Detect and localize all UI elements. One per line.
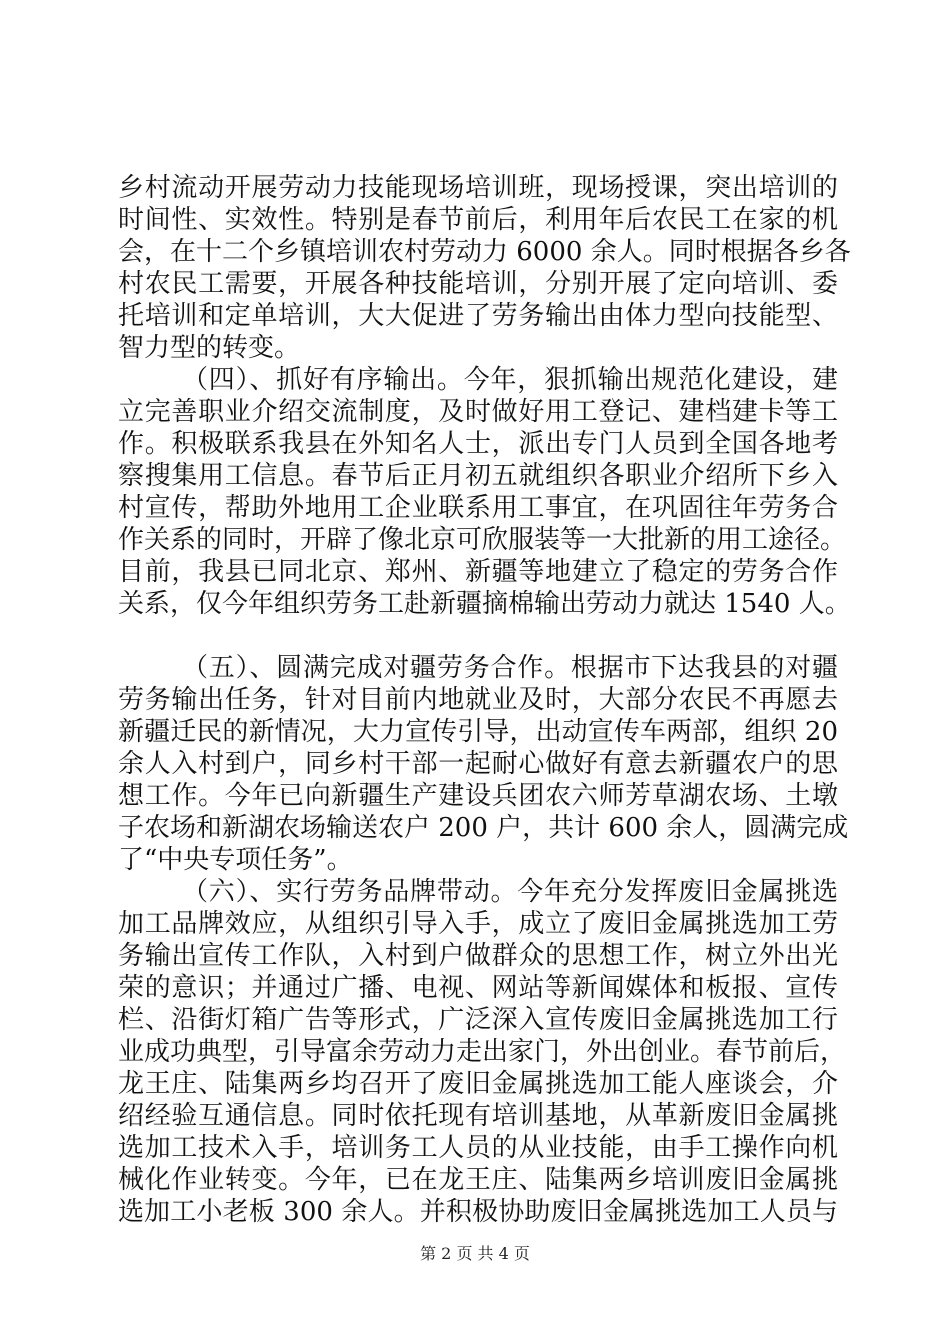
page-footer: 第 2 页 共 4 页 bbox=[420, 1244, 530, 1263]
text-line: 时间性、实效性。特别是春节前后，利用年后农民工在家的机 bbox=[118, 205, 838, 235]
text-line: 乡村流动开展劳动力技能现场培训班，现场授课，突出培训的 bbox=[118, 173, 838, 203]
text-line: 村宣传，帮助外地用工企业联系用工事宜，在巩固往年劳务合 bbox=[118, 493, 838, 523]
text-line: 目前，我县已同北京、郑州、新疆等地建立了稳定的劳务合作 bbox=[118, 557, 838, 587]
text-line: 子农场和新湖农场输送农户 200 户，共计 600 余人，圆满完成 bbox=[118, 813, 849, 843]
text-line: 余人入村到户，同乡村干部一起耐心做好有意去新疆农户的思 bbox=[118, 749, 838, 779]
text-line: 加工品牌效应，从组织引导入手，成立了废旧金属挑选加工劳 bbox=[118, 909, 838, 939]
text-line: 村农民工需要，开展各种技能培训，分别开展了定向培训、委 bbox=[118, 269, 838, 299]
text-line: 劳务输出任务，针对目前内地就业及时，大部分农民不再愿去 bbox=[118, 685, 838, 715]
text-line: 栏、沿街灯箱广告等形式，广泛深入宣传废旧金属挑选加工行 bbox=[118, 1005, 838, 1035]
text-line: 想工作。今年已向新疆生产建设兵团农六师芳草湖农场、土墩 bbox=[118, 781, 838, 811]
text-line: 了“中央专项任务”。 bbox=[118, 845, 353, 875]
text-line: 荣的意识；并通过广播、电视、网站等新闻媒体和板报、宣传 bbox=[118, 973, 838, 1003]
text-line: 械化作业转变。今年，已在龙王庄、陆集两乡培训废旧金属挑 bbox=[118, 1165, 838, 1195]
text-line: 绍经验互通信息。同时依托现有培训基地，从革新废旧金属挑 bbox=[118, 1101, 838, 1131]
text-line: 关系，仅今年组织劳务工赴新疆摘棉输出劳动力就达 1540 人。 bbox=[118, 589, 851, 619]
text-line: 察搜集用工信息。春节后正月初五就组织各职业介绍所下乡入 bbox=[118, 461, 838, 491]
text-line: （四）、抓好有序输出。今年，狠抓输出规范化建设，建 bbox=[182, 365, 838, 395]
text-line: 会，在十二个乡镇培训农村劳动力 6000 余人。同时根据各乡各 bbox=[118, 237, 851, 267]
text-line: 务输出宣传工作队，入村到户做群众的思想工作，树立外出光 bbox=[118, 941, 838, 971]
document-body bbox=[118, 172, 851, 1228]
paragraph-gap bbox=[118, 620, 838, 652]
text-line: 作关系的同时，开辟了像北京可欣服装等一大批新的用工途径。 bbox=[118, 525, 847, 555]
text-line: （六）、实行劳务品牌带动。今年充分发挥废旧金属挑选 bbox=[182, 877, 838, 907]
text-line: 龙王庄、陆集两乡均召开了废旧金属挑选加工能人座谈会，介 bbox=[118, 1069, 838, 1099]
text-line: （五）、圆满完成对疆劳务合作。根据市下达我县的对疆 bbox=[182, 653, 838, 683]
text-line: 立完善职业介绍交流制度，及时做好用工登记、建档建卡等工 bbox=[118, 397, 838, 427]
text-line: 业成功典型，引导富余劳动力走出家门，外出创业。春节前后， bbox=[118, 1037, 847, 1067]
text-line: 智力型的转变。 bbox=[118, 333, 301, 363]
text-line: 新疆迁民的新情况，大力宣传引导，出动宣传车两部，组织 20 bbox=[118, 717, 838, 747]
text-line: 托培训和定单培训，大大促进了劳务输出由体力型向技能型、 bbox=[118, 301, 838, 331]
text-line: 作。积极联系我县在外知名人士，派出专门人员到全国各地考 bbox=[118, 429, 838, 459]
text-line: 选加工小老板 300 余人。并积极协助废旧金属挑选加工人员与 bbox=[118, 1197, 838, 1227]
text-line: 选加工技术入手，培训务工人员的从业技能，由手工操作向机 bbox=[118, 1133, 838, 1163]
